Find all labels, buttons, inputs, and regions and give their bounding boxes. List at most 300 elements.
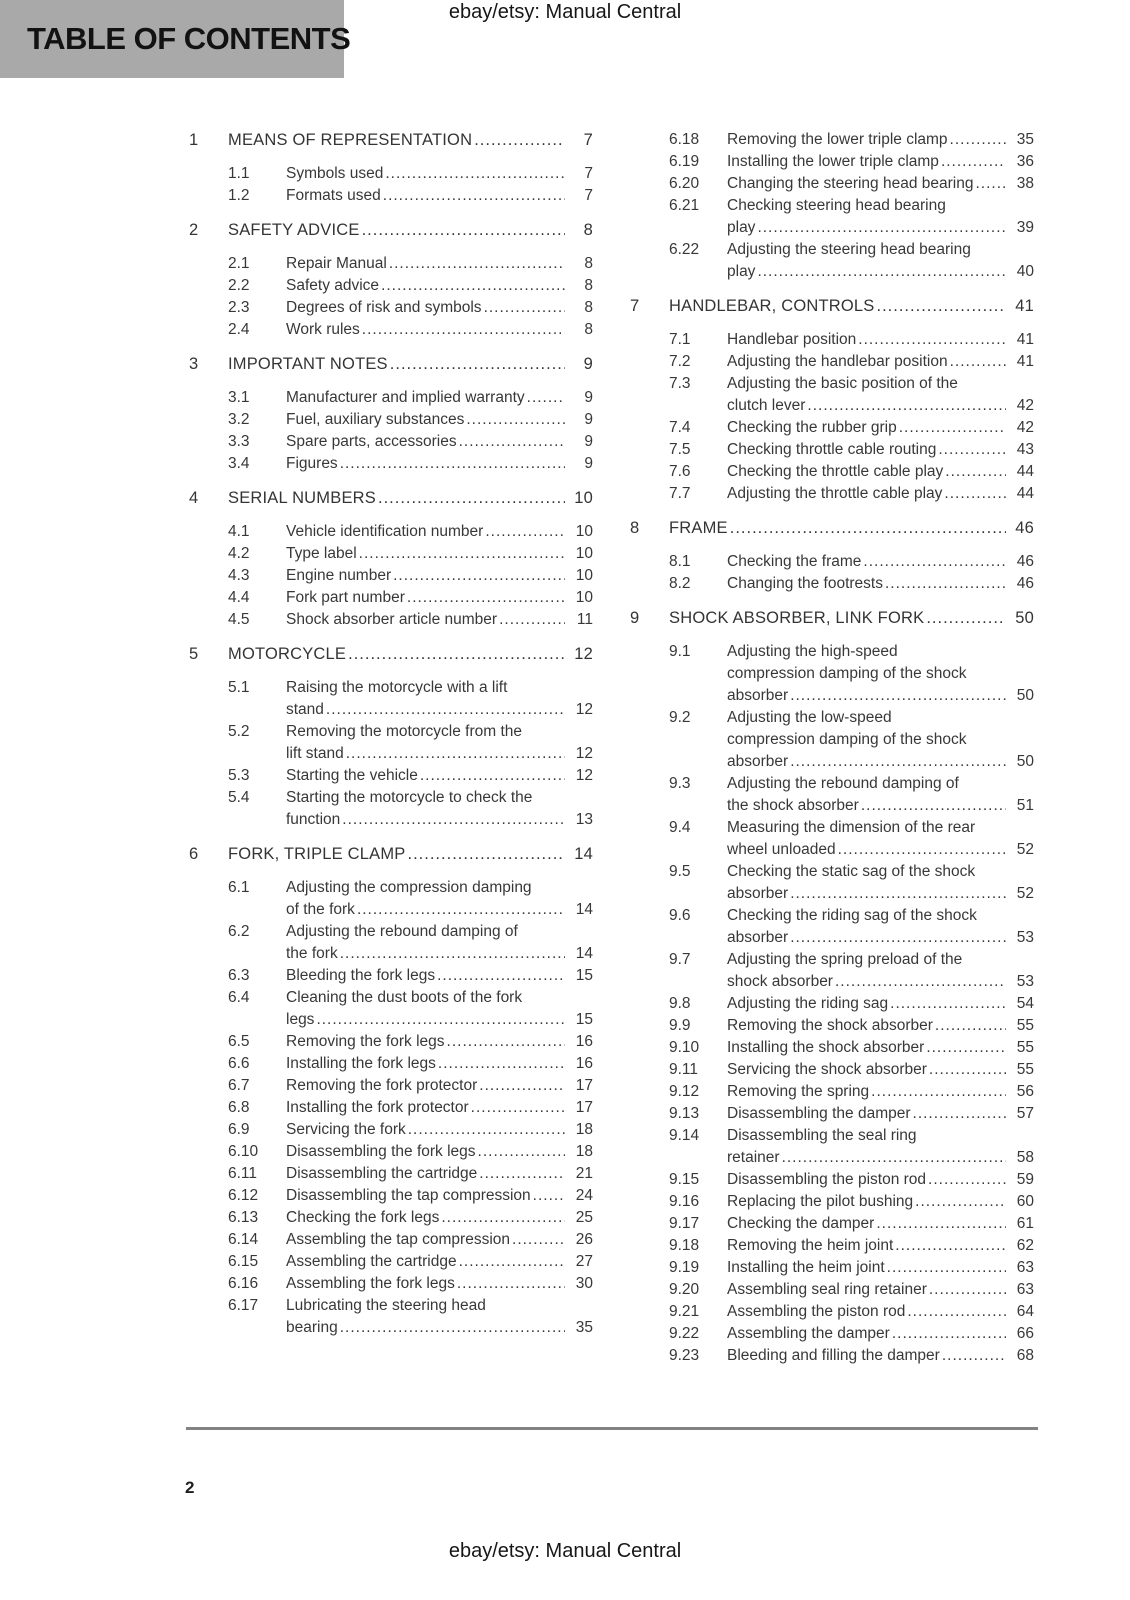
toc-entry-page: 60: [1016, 1193, 1034, 1210]
toc-entry-last-line: [727, 351, 1034, 373]
toc-entry-title: lift stand: [286, 745, 344, 762]
toc-entry-last-line: [286, 965, 593, 987]
toc-entry-number: 6.21: [669, 197, 700, 214]
toc-entry: [669, 1279, 1034, 1301]
toc-entry-title: Removing the fork protector: [286, 1077, 478, 1094]
toc-entry-last-line: [286, 1163, 593, 1185]
toc-entry: [228, 677, 593, 721]
toc-leader-dots: [340, 809, 565, 831]
toc-entry-page: 12: [575, 701, 593, 718]
toc-leader-dots: [360, 319, 565, 341]
toc-entry-number: 2.4: [228, 321, 250, 338]
toc-entry-number: 9.5: [669, 863, 691, 880]
toc-leader-dots: [927, 1059, 1006, 1081]
toc-section-title: IMPORTANT NOTES: [228, 355, 388, 373]
toc-entry-number: 3.2: [228, 411, 250, 428]
toc-entry: [669, 551, 1034, 573]
toc-entry-body: [727, 1323, 1034, 1345]
toc-entry-title: Changing the footrests: [727, 575, 883, 592]
toc-entry-body: [286, 565, 593, 587]
toc-leader-dots: [788, 685, 1006, 707]
toc-entry-last-line: [727, 1257, 1034, 1279]
toc-entry-last-line: [286, 1075, 593, 1097]
toc-entry-last-line: [286, 1207, 593, 1229]
toc-entry-number: 3.1: [228, 389, 250, 406]
toc-leader-dots: [973, 173, 1006, 195]
toc-entry-number: 7.1: [669, 331, 691, 348]
toc-section-header-body: [228, 843, 593, 865]
toc-entry-title: Formats used: [286, 187, 381, 204]
toc-section-page: 12: [574, 645, 593, 663]
toc-entry-page: 46: [1016, 553, 1034, 570]
toc-entry: [669, 1169, 1034, 1191]
toc-entry: [669, 439, 1034, 461]
toc-entry-page: 12: [575, 767, 593, 784]
toc-entry-title: Changing the steering head bearing: [727, 175, 974, 192]
toc-entry: [228, 1097, 593, 1119]
toc-entry-last-line: [727, 1279, 1034, 1301]
toc-entry-body: [286, 965, 593, 987]
toc-leader-dots: [924, 1037, 1006, 1059]
toc-section-number: 7: [630, 297, 640, 315]
toc-leader-dots: [888, 993, 1006, 1015]
toc-entry-body: [727, 861, 1034, 905]
toc-leader-dots: [344, 743, 565, 765]
toc-entry-last-line: [727, 1081, 1034, 1103]
toc-entry-page: 25: [575, 1209, 593, 1226]
toc-leader-dots: [939, 151, 1006, 173]
toc-leader-dots: [510, 1229, 565, 1251]
toc-entry: [228, 387, 593, 409]
toc-entry-number: 7.2: [669, 353, 691, 370]
toc-leader-dots: [805, 395, 1006, 417]
toc-leader-dots: [435, 965, 565, 987]
toc-entry-number: 6.15: [228, 1253, 259, 1270]
toc-entry-body: [286, 297, 593, 319]
toc-entry: [669, 483, 1034, 505]
table-of-contents-banner: [0, 0, 351, 78]
toc-entry-last-line: [727, 261, 1034, 283]
toc-entry-page: 8: [584, 321, 593, 338]
toc-section-page: 14: [574, 845, 593, 863]
toc-entry-page: 66: [1016, 1325, 1034, 1342]
toc-entry: [669, 1191, 1034, 1213]
toc-entry-last-line: [727, 1059, 1034, 1081]
toc-entry-body: [286, 677, 593, 721]
footer-divider: [186, 1427, 1038, 1430]
toc-entry-last-line: [727, 1103, 1034, 1125]
toc-entry-title: Checking throttle cable routing: [727, 441, 937, 458]
toc-leader-dots: [942, 483, 1006, 505]
toc-entry: [669, 993, 1034, 1015]
toc-entry-page: 9: [584, 455, 593, 472]
toc-entry-body: [286, 387, 593, 409]
toc-entry-page: 57: [1016, 1105, 1034, 1122]
toc-entry: [669, 329, 1034, 351]
toc-entry-number: 1.2: [228, 187, 250, 204]
toc-leader-dots: [483, 521, 565, 543]
toc-entry-page: 12: [575, 745, 593, 762]
toc-section-page: 8: [583, 221, 593, 239]
toc-leader-dots: [406, 843, 565, 865]
toc-entry-title: absorber: [727, 929, 789, 946]
toc-leader-dots: [874, 1213, 1006, 1235]
toc-entry-number: 7.5: [669, 441, 691, 458]
toc-entry-title-line: Adjusting the rebound damping of: [727, 775, 959, 792]
toc-entry-title-line: Raising the motorcycle with a lift: [286, 679, 508, 696]
toc-entry-title: absorber: [727, 753, 789, 770]
toc-entry: [228, 1075, 593, 1097]
toc-entry-last-line: [727, 971, 1034, 993]
toc-entry: [669, 861, 1034, 905]
toc-entry-body: [286, 787, 593, 831]
toc-entry-title-line: Checking the static sag of the shock: [727, 863, 976, 880]
toc-section-title: MEANS OF REPRESENTATION: [228, 131, 473, 149]
toc-entry-page: 39: [1016, 219, 1034, 236]
toc-entry-title: Figures: [286, 455, 338, 472]
toc-entry-title: absorber: [727, 687, 789, 704]
toc-leader-dots: [788, 751, 1006, 773]
toc-entry-page: 24: [575, 1187, 593, 1204]
toc-entry-page: 53: [1016, 973, 1034, 990]
toc-entry-title: Disassembling the damper: [727, 1105, 911, 1122]
toc-entry-page: 42: [1016, 397, 1034, 414]
toc-entry-title: Removing the shock absorber: [727, 1017, 933, 1034]
toc-entry-title: Disassembling the piston rod: [727, 1171, 927, 1188]
toc-entry-title: Checking the throttle cable play: [727, 463, 944, 480]
toc-entry-number: 3.3: [228, 433, 250, 450]
toc-entry-body: [286, 1075, 593, 1097]
toc-entry-last-line: [286, 1141, 593, 1163]
toc-entry-number: 9.21: [669, 1303, 700, 1320]
toc-entry: [669, 1257, 1034, 1279]
toc-entry-title-line: compression damping of the shock: [727, 665, 967, 682]
toc-entry-title: Fork part number: [286, 589, 405, 606]
toc-section-header: [630, 517, 1034, 539]
toc-entry-page: 14: [575, 901, 593, 918]
toc-entry-body: [286, 431, 593, 453]
toc-entry-number: 9.4: [669, 819, 691, 836]
toc-entry-body: [727, 1235, 1034, 1257]
toc-leader-dots: [836, 839, 1006, 861]
toc-entry-number: 9.8: [669, 995, 691, 1012]
toc-entry-page: 64: [1016, 1303, 1034, 1320]
toc-entry-number: 9.3: [669, 775, 691, 792]
table-of-contents-title: TABLE OF CONTENTS: [27, 21, 351, 56]
toc-entry-page: 30: [575, 1275, 593, 1292]
toc-leader-dots: [376, 487, 565, 509]
toc-entry-body: [286, 1251, 593, 1273]
toc-section-block: [189, 353, 593, 475]
toc-entry-page: 11: [576, 611, 593, 628]
toc-leader-dots: [897, 417, 1006, 439]
toc-entry-number: 5.4: [228, 789, 250, 806]
toc-entry-number: 6.16: [228, 1275, 259, 1292]
toc-entry-body: [727, 1103, 1034, 1125]
toc-section-block: [630, 129, 1034, 283]
toc-entry-number: 4.1: [228, 523, 250, 540]
toc-entry-page: 52: [1016, 885, 1034, 902]
toc-leader-dots: [436, 1053, 565, 1075]
toc-leader-dots: [525, 387, 565, 409]
toc-leader-dots: [338, 1317, 565, 1339]
toc-entry: [228, 275, 593, 297]
toc-entry-body: [727, 905, 1034, 949]
toc-entry-title: Disassembling the tap compression: [286, 1187, 531, 1204]
toc-entry-number: 5.3: [228, 767, 250, 784]
toc-entry-page: 17: [575, 1077, 593, 1094]
toc-entry: [228, 431, 593, 453]
toc-entry-title-line: Cleaning the dust boots of the fork: [286, 989, 523, 1006]
toc-section-block: [630, 517, 1034, 595]
toc-entry-title-line: compression damping of the shock: [727, 731, 967, 748]
toc-entry: [228, 787, 593, 831]
toc-entry-body: [727, 1279, 1034, 1301]
toc-entry-body: [727, 239, 1034, 283]
toc-leader-dots: [755, 217, 1006, 239]
toc-entry-number: 6.10: [228, 1143, 259, 1160]
toc-entry-body: [727, 949, 1034, 993]
toc-entry-last-line: [286, 1185, 593, 1207]
toc-entry: [669, 773, 1034, 817]
toc-entry-title: Adjusting the handlebar position: [727, 353, 948, 370]
toc-leader-dots: [469, 1097, 565, 1119]
toc-entry-body: [286, 1273, 593, 1295]
toc-column-2: [630, 129, 1034, 1367]
toc-leader-dots: [314, 1009, 565, 1031]
toc-entry-last-line: [727, 439, 1034, 461]
toc-entry-page: 44: [1016, 485, 1034, 502]
toc-entry-title-line: Checking steering head bearing: [727, 197, 946, 214]
toc-entry: [669, 949, 1034, 993]
toc-leader-dots: [859, 795, 1006, 817]
toc-section-number: 3: [189, 355, 199, 373]
toc-entry-number: 9.10: [669, 1039, 700, 1056]
toc-section-header-body: [669, 517, 1034, 539]
toc-entry-title: Handlebar position: [727, 331, 857, 348]
toc-entry-last-line: [727, 751, 1034, 773]
toc-entry-number: 2.2: [228, 277, 250, 294]
toc-entry-page: 15: [575, 1011, 593, 1028]
toc-entry-body: [286, 253, 593, 275]
toc-entry-last-line: [727, 483, 1034, 505]
toc-entry: [669, 351, 1034, 373]
toc-entry-body: [727, 1301, 1034, 1323]
page-footer-text: ebay/etsy: Manual Central: [448, 1540, 682, 1562]
toc-entry-page: 68: [1016, 1347, 1034, 1364]
toc-leader-dots: [885, 1257, 1006, 1279]
toc-entry-last-line: [286, 1031, 593, 1053]
toc-leader-dots: [893, 1235, 1006, 1257]
toc-entry-title-line: Starting the motorcycle to check the: [286, 789, 533, 806]
toc-leader-dots: [439, 1207, 565, 1229]
toc-entry: [228, 185, 593, 207]
toc-entry-body: [286, 1295, 593, 1339]
toc-entry-body: [727, 573, 1034, 595]
toc-entry-last-line: [727, 883, 1034, 905]
toc-section-page: 50: [1015, 609, 1034, 627]
toc-entry-title: the fork: [286, 945, 338, 962]
toc-leader-dots: [476, 1141, 565, 1163]
toc-entry-title: retainer: [727, 1149, 780, 1166]
toc-entry-number: 2.1: [228, 255, 250, 272]
toc-entry-body: [727, 129, 1034, 151]
toc-entry-body: [727, 1213, 1034, 1235]
toc-entry-title: Repair Manual: [286, 255, 387, 272]
toc-section-header: [630, 607, 1034, 629]
toc-entry: [669, 129, 1034, 151]
toc-entry-title: stand: [286, 701, 324, 718]
toc-entry-last-line: [286, 319, 593, 341]
toc-leader-dots: [788, 883, 1006, 905]
toc-entry-last-line: [727, 1147, 1034, 1169]
toc-entry: [669, 1103, 1034, 1125]
toc-entry-number: 9.23: [669, 1347, 700, 1364]
toc-entry-number: 6.12: [228, 1187, 259, 1204]
toc-entry-page: 63: [1016, 1259, 1034, 1276]
toc-entry-page: 62: [1016, 1237, 1034, 1254]
toc-section-block: [189, 219, 593, 341]
toc-section-header: [189, 843, 593, 865]
toc-entry-page: 51: [1016, 797, 1034, 814]
toc-entry-page: 61: [1016, 1215, 1034, 1232]
page-header-text: ebay/etsy: Manual Central: [448, 1, 682, 23]
toc-entry-body: [286, 987, 593, 1031]
toc-leader-dots: [755, 261, 1006, 283]
toc-entry: [669, 1125, 1034, 1169]
toc-entry-title: Removing the spring: [727, 1083, 870, 1100]
toc-entry-title-line: Adjusting the low-speed: [727, 709, 892, 726]
toc-section-number: 1: [189, 131, 199, 149]
toc-entry-page: 35: [575, 1319, 593, 1336]
toc-entry-body: [727, 1081, 1034, 1103]
toc-leader-dots: [324, 699, 565, 721]
toc-section-page: 10: [574, 489, 593, 507]
toc-leader-dots: [387, 253, 565, 275]
toc-entry-page: 21: [575, 1165, 593, 1182]
toc-entry-title: Disassembling the cartridge: [286, 1165, 478, 1182]
toc-entry-body: [727, 641, 1034, 707]
toc-entry: [228, 1229, 593, 1251]
toc-entry: [669, 1345, 1034, 1367]
toc-entry-number: 6.1: [228, 879, 250, 896]
toc-entry-number: 5.1: [228, 679, 250, 696]
toc-entry-number: 6.19: [669, 153, 700, 170]
toc-entry-page: 17: [575, 1099, 593, 1116]
toc-leader-dots: [383, 163, 565, 185]
toc-entry-title: Checking the fork legs: [286, 1209, 440, 1226]
toc-entry-last-line: [286, 1053, 593, 1075]
toc-entry-number: 9.12: [669, 1083, 700, 1100]
toc-entry: [669, 461, 1034, 483]
toc-section-title: FORK, TRIPLE CLAMP: [228, 845, 406, 863]
toc-entry-page: 59: [1016, 1171, 1034, 1188]
toc-entry-last-line: [286, 899, 593, 921]
toc-entry: [228, 987, 593, 1031]
toc-entry-body: [286, 185, 593, 207]
toc-entry-title-line: Disassembling the seal ring: [727, 1127, 917, 1144]
toc-entry-last-line: [286, 387, 593, 409]
toc-entry-title: Engine number: [286, 567, 392, 584]
toc-leader-dots: [913, 1191, 1006, 1213]
toc-leader-dots: [948, 351, 1006, 373]
toc-entry-body: [286, 1119, 593, 1141]
toc-entry-last-line: [286, 543, 593, 565]
toc-entry-number: 4.2: [228, 545, 250, 562]
toc-leader-dots: [379, 275, 565, 297]
toc-entry-body: [727, 773, 1034, 817]
toc-entry-last-line: [727, 1015, 1034, 1037]
toc-section-number: 8: [630, 519, 640, 537]
toc-entry-body: [286, 521, 593, 543]
toc-entry-number: 9.16: [669, 1193, 700, 1210]
toc-entry-last-line: [727, 1191, 1034, 1213]
toc-entry-body: [727, 417, 1034, 439]
toc-entry-title: Checking the damper: [727, 1215, 875, 1232]
toc-entry: [228, 587, 593, 609]
toc-entry-title: Assembling the cartridge: [286, 1253, 457, 1270]
toc-section-number: 9: [630, 609, 640, 627]
toc-entry-title: play: [727, 219, 756, 236]
toc-entry-page: 9: [584, 389, 593, 406]
toc-entry: [228, 1295, 593, 1339]
toc-entry-number: 7.4: [669, 419, 691, 436]
toc-section-number: 6: [189, 845, 199, 863]
toc-entry-title: Assembling the piston rod: [727, 1303, 906, 1320]
toc-entry-title: function: [286, 811, 341, 828]
toc-section-page: 46: [1015, 519, 1034, 537]
toc-entry-body: [286, 765, 593, 787]
toc-entry-last-line: [286, 253, 593, 275]
toc-entry-page: 10: [575, 523, 593, 540]
toc-entry-number: 9.20: [669, 1281, 700, 1298]
toc-entry-title: Checking the frame: [727, 553, 862, 570]
toc-section-title: SHOCK ABSORBER, LINK FORK: [669, 609, 925, 627]
toc-leader-dots: [391, 565, 565, 587]
toc-entry: [669, 417, 1034, 439]
toc-entry-page: 46: [1016, 575, 1034, 592]
toc-section-page: 41: [1015, 297, 1034, 315]
toc-entry-title: Bleeding and filling the damper: [727, 1347, 940, 1364]
toc-entry-page: 18: [575, 1121, 593, 1138]
toc-entry-page: 13: [575, 811, 593, 828]
toc-entry-page: 36: [1016, 153, 1034, 170]
toc-entry-last-line: [286, 587, 593, 609]
toc-entry-title: Installing the heim joint: [727, 1259, 885, 1276]
toc-entry-title-line: Measuring the dimension of the rear: [727, 819, 976, 836]
toc-entry: [228, 1185, 593, 1207]
toc-entry: [669, 1037, 1034, 1059]
toc-entry-number: 5.2: [228, 723, 250, 740]
toc-entry-page: 50: [1016, 753, 1034, 770]
toc-entry: [669, 573, 1034, 595]
toc-entry-body: [727, 817, 1034, 861]
toc-entry: [228, 765, 593, 787]
toc-entry-last-line: [286, 185, 593, 207]
toc-entry-last-line: [286, 765, 593, 787]
toc-entry-title: Manufacturer and implied warranty: [286, 389, 525, 406]
toc-entry: [228, 163, 593, 185]
toc-entry-number: 8.2: [669, 575, 691, 592]
toc-leader-dots: [905, 1301, 1006, 1323]
toc-entry-body: [286, 1163, 593, 1185]
toc-entry-number: 4.5: [228, 611, 250, 628]
toc-entry-body: [286, 319, 593, 341]
toc-section-block: [630, 295, 1034, 505]
toc-section-header: [189, 353, 593, 375]
toc-entry-body: [727, 1059, 1034, 1081]
toc-entry-body: [286, 1031, 593, 1053]
